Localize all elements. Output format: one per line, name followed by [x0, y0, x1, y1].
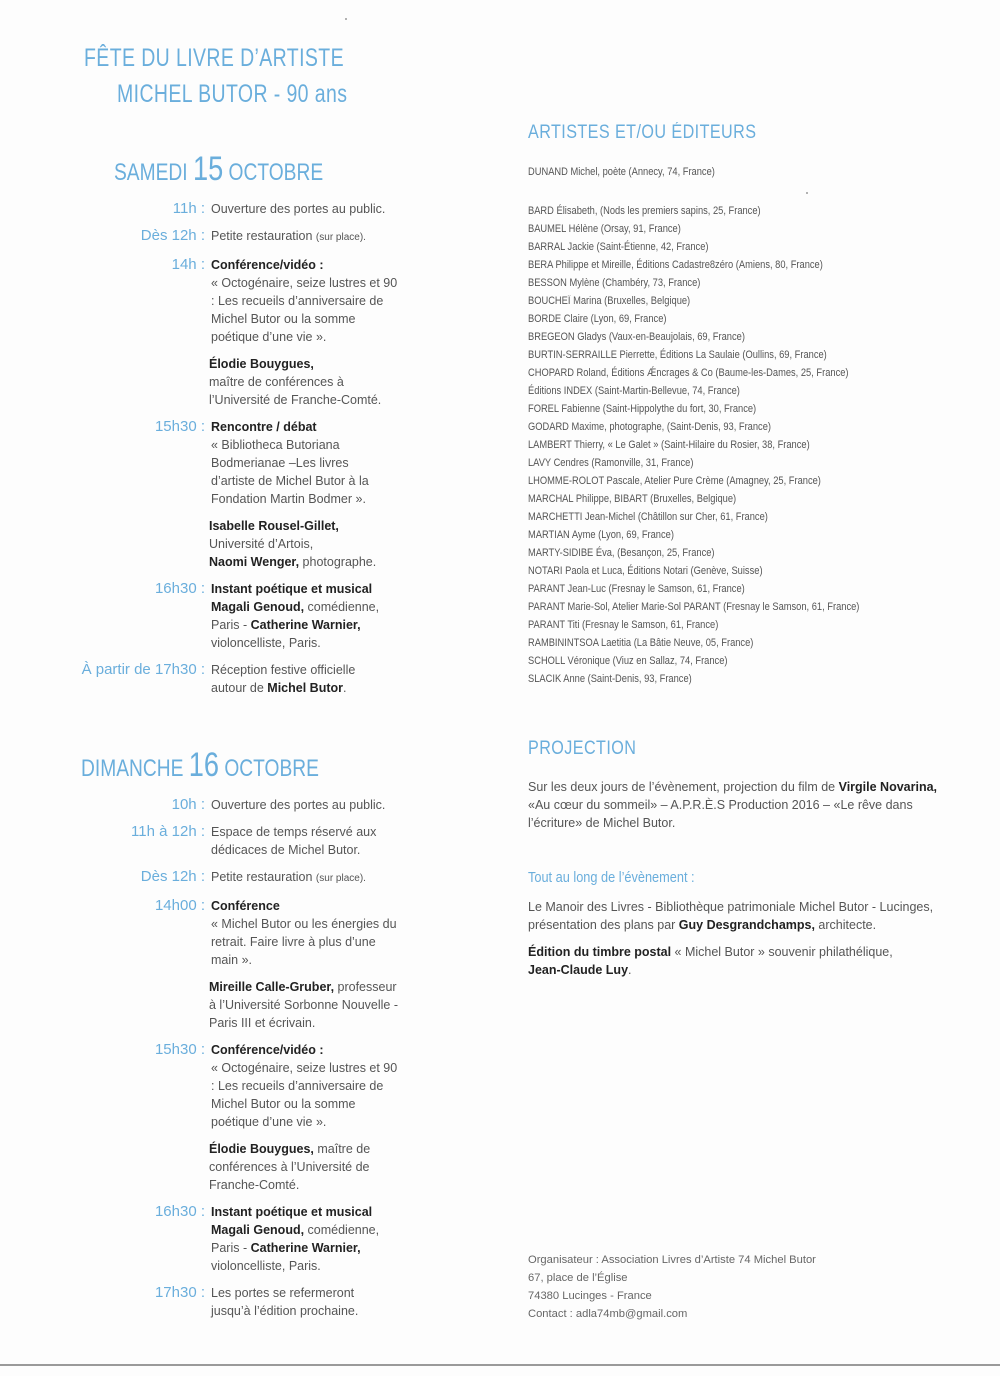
schedule-time: 17h30 : — [154, 1284, 205, 1301]
artist-entry: MARCHETTI Jean-Michel (Châtillon sur Cher, 61, France) — [528, 511, 768, 523]
artist-entry: BARRAL Jackie (Saint-Étienne, 42, France) — [528, 241, 709, 253]
speaker-block: Mireille Calle-Gruber, professeur à l’Université Sorbonne Nouvelle - Paris III et écrivain. — [209, 980, 398, 1030]
throughout-heading: Tout au long de l’évènement : — [528, 869, 695, 886]
schedule-content: Espace de temps réservé aux dédicaces de Michel Butor. — [211, 825, 377, 857]
schedule-content: Instant poétique et musical Magali Genoud, comédienne, Paris - Catherine Warnier, violoncelliste, Paris. — [211, 1205, 380, 1273]
organizer-line: Organisateur : Association Livres d’Artiste 74 Michel Butor — [528, 1254, 816, 1266]
speaker-block: Élodie Bouygues, maître de conférences à l’Université de Franche-Comté. — [209, 1142, 371, 1192]
schedule-content: Conférence/vidéo : « Octogénaire, seize lustres et 90 : Les recueils d’anniversaire de Michel Butor ou la somme poétique d’une vie ». — [211, 1043, 398, 1129]
artists-heading: ARTISTES ET/OU ÉDITEURS — [528, 122, 757, 143]
projection-text: Sur les deux jours de l’évènement, projection du film de Virgile Novarina, «Au cœur du sommeil» – A.P.R.È.S Production 2016 – «Le rêve dans l’écriture» de Michel Butor. — [528, 780, 938, 830]
saturday-schedule — [60, 200, 410, 697]
organizer-address: 67, place de l’Église — [528, 1272, 628, 1284]
throughout-paragraph-1: Le Manoir des Livres - Bibliothèque patrimoniale Michel Butor - Lucinges, présentation des plans par Guy Desgrandchamps, architecte. — [528, 900, 934, 932]
paper-speck — [806, 192, 808, 194]
schedule-row — [60, 661, 410, 697]
schedule-row — [60, 868, 410, 888]
schedule-row — [60, 256, 410, 346]
artist-entry: BERA Philippe et Mireille, Éditions Cadastre8zéro (Amiens, 80, France) — [528, 259, 823, 271]
paper-speck — [345, 18, 347, 20]
speaker-block: Élodie Bouygues, maître de conférences à l’Université de Franche-Comté. — [209, 357, 382, 407]
artist-entry: BREGEON Gladys (Vaux-en-Beaujolais, 69, France) — [528, 331, 745, 343]
schedule-row — [60, 1041, 410, 1131]
schedule-row — [60, 1203, 410, 1275]
schedule-time: Dès 12h : — [140, 227, 205, 244]
sunday-schedule — [60, 796, 410, 1320]
artist-entry: BURTIN-SERRAILLE Pierrette, Éditions La Saulaie (Oullins, 69, France) — [528, 349, 827, 361]
artist-entry: FOREL Fabienne (Saint-Hippolythe du fort, 30, France) — [528, 403, 757, 415]
artist-entry: BORDE Claire (Lyon, 69, France) — [528, 313, 667, 325]
schedule-time: 10h : — [171, 796, 205, 813]
artist-entry: MARTIAN Ayme (Lyon, 69, France) — [528, 529, 674, 541]
schedule-content: Ouverture des portes au public. — [211, 798, 386, 812]
schedule-time: 14h00 : — [154, 897, 205, 914]
artist-entry: BOUCHEÏ Marina (Bruxelles, Belgique) — [528, 295, 691, 307]
projection-heading: PROJECTION — [528, 738, 637, 759]
saturday-heading: SAMEDI 15 OCTOBRE — [114, 150, 324, 188]
schedule-time: 11h à 12h : — [131, 823, 205, 840]
schedule-row — [60, 227, 410, 247]
schedule-content: Petite restauration (sur place). — [211, 229, 366, 243]
throughout-paragraph-2: Édition du timbre postal « Michel Butor » souvenir philathélique, Jean-Claude Luy. — [528, 945, 893, 977]
schedule-content: Conférence/vidéo : « Octogénaire, seize lustres et 90 : Les recueils d’anniversaire de Michel Butor ou la somme poétique d’une vie ». — [211, 258, 398, 344]
speaker-block: Isabelle Rousel-Gillet, Université d’Artois, Naomi Wenger, photographe. — [209, 519, 377, 569]
schedule-row — [60, 200, 410, 218]
schedule-time: 15h30 : — [154, 1041, 205, 1058]
schedule-content: Les portes se refermeront jusqu’à l’édition prochaine. — [211, 1286, 359, 1318]
schedule-time: 16h30 : — [154, 580, 205, 597]
page-bottom-edge — [0, 1364, 1000, 1366]
schedule-row — [60, 1284, 410, 1320]
schedule-content: Rencontre / débat « Bibliotheca Butoriana Bodmerianae –Les livres d’artiste de Michel Butor à la Fondation Martin Bodmer ». — [211, 420, 369, 506]
schedule-row — [60, 580, 410, 652]
artist-entry: LHOMME-ROLOT Pascale, Atelier Pure Crème (Amagney, 25, France) — [528, 475, 821, 487]
schedule-time: 11h : — [172, 200, 205, 217]
organizer-contact: Contact : adla74mb@gmail.com — [528, 1308, 688, 1320]
artist-entry: BESSON Mylène (Chambéry, 73, France) — [528, 277, 701, 289]
artist-entry: SCHOLL Véronique (Viuz en Sallaz, 74, France) — [528, 655, 728, 667]
schedule-content: Conférence « Michel Butor ou les énergies du retrait. Faire livre à plus d’une main ». — [211, 899, 397, 967]
organizer-block — [528, 1251, 816, 1323]
artist-entry: LAVY Cendres (Ramonville, 31, France) — [528, 457, 694, 469]
artist-entry: PARANT Jean-Luc (Fresnay le Samson, 61, France) — [528, 583, 745, 595]
schedule-content: Réception festive officielle autour de Michel Butor. — [211, 663, 356, 695]
artist-entry: PARANT Marie-Sol, Atelier Marie-Sol PARANT (Fresnay le Samson, 61, France) — [528, 601, 860, 613]
schedule-row — [60, 418, 410, 508]
artist-entry: MARCHAL Philippe, BIBART (Bruxelles, Belgique) — [528, 493, 737, 505]
schedule-content: Petite restauration (sur place). — [211, 870, 366, 884]
schedule-content: Instant poétique et musical Magali Genoud, comédienne, Paris - Catherine Warnier, violoncelliste, Paris. — [211, 582, 380, 650]
header-title-line2: MICHEL BUTOR - 90 ans — [117, 80, 348, 108]
schedule-row — [60, 897, 410, 969]
artist-entry: SLACIK Anne (Saint-Denis, 93, France) — [528, 673, 692, 685]
artist-entry: LAMBERT Thierry, « Le Galet » (Saint-Hilaire du Rosier, 38, France) — [528, 439, 810, 451]
artist-entry: NOTARI Paola et Luca, Éditions Notari (Genève, Suisse) — [528, 565, 763, 577]
artist-entry: PARANT Titi (Fresnay le Samson, 61, France) — [528, 619, 719, 631]
artist-first-entry: DUNAND Michel, poète (Annecy, 74, France) — [528, 166, 715, 178]
header-title-line1: FÊTE DU LIVRE D’ARTISTE — [84, 44, 344, 72]
schedule-time: À partir de 17h30 : — [81, 661, 205, 678]
sunday-heading: DIMANCHE 16 OCTOBRE — [81, 746, 319, 784]
schedule-row — [60, 823, 410, 859]
organizer-city: 74380 Lucinges - France — [528, 1290, 652, 1302]
artists-list — [528, 202, 905, 688]
schedule-time: Dès 12h : — [140, 868, 205, 885]
schedule-time: 16h30 : — [154, 1203, 205, 1220]
schedule-row — [60, 796, 410, 814]
artist-entry: Éditions INDEX (Saint-Martin-Bellevue, 74, France) — [528, 385, 740, 397]
schedule-time: 14h : — [171, 256, 205, 273]
artist-entry: MARTY-SIDIBE Éva, (Besançon, 25, France) — [528, 547, 715, 559]
schedule-time: 15h30 : — [154, 418, 205, 435]
schedule-content: Ouverture des portes au public. — [211, 202, 386, 216]
artist-entry: BAUMEL Hélène (Orsay, 91, France) — [528, 223, 681, 235]
artist-entry: RAMBININTSOA Laetitia (La Bâtie Neuve, 05, France) — [528, 637, 754, 649]
artist-entry: BARD Élisabeth, (Nods les premiers sapins, 25, France) — [528, 205, 761, 217]
artist-entry: GODARD Maxime, photographe, (Saint-Denis, 93, France) — [528, 421, 772, 433]
artist-entry: CHOPARD Roland, Éditions Ǽncrages & Co (Baume-les-Dames, 25, France) — [528, 367, 849, 379]
